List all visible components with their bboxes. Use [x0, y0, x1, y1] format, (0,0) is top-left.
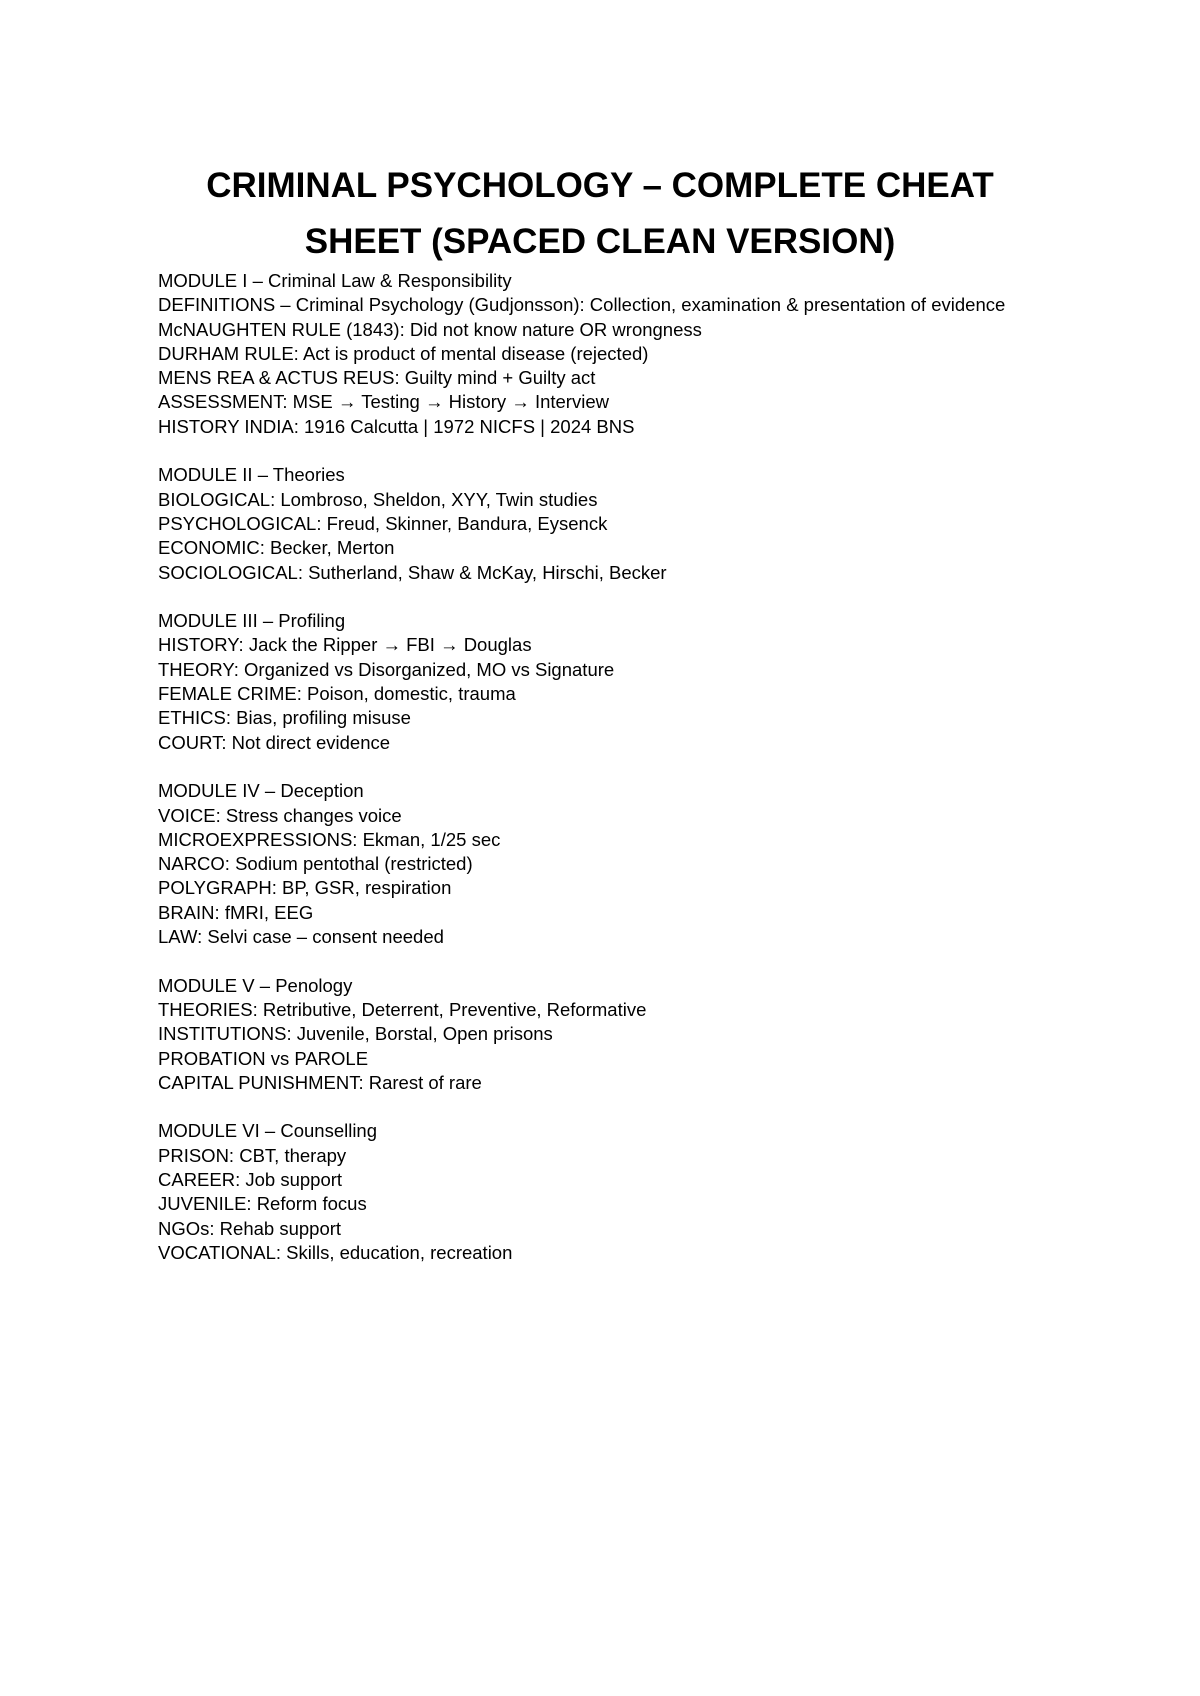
module-6-heading: MODULE VI – Counselling — [158, 1120, 378, 1142]
module-6-line: PRISON: CBT, therapy — [158, 1144, 347, 1166]
document-title-line-1: CRIMINAL PSYCHOLOGY – COMPLETE CHEAT — [206, 166, 994, 205]
module-1-heading: MODULE I – Criminal Law & Responsibility — [158, 270, 512, 291]
module-6-line: NGOs: Rehab support — [158, 1217, 342, 1239]
module-3-section — [158, 609, 1038, 755]
module-1-line: DEFINITIONS – Criminal Psychology (Gudjonsson): Collection, examination & presentation of evidence — [158, 294, 1006, 316]
module-6-section — [158, 1119, 1038, 1265]
document-title — [150, 158, 1050, 270]
module-2-line: SOCIOLOGICAL: Sutherland, Shaw & McKay, Hirschi, Becker — [158, 561, 667, 583]
module-3-line: ETHICS: Bias, profiling misuse — [158, 707, 411, 729]
module-4-line: VOICE: Stress changes voice — [158, 804, 402, 826]
module-3-line: THEORY: Organized vs Disorganized, MO vs Signature — [158, 658, 615, 680]
module-6-line: CAREER: Job support — [158, 1168, 343, 1190]
module-4-line: POLYGRAPH: BP, GSR, respiration — [158, 877, 452, 899]
module-1-line: HISTORY INDIA: 1916 Calcutta | 1972 NICFS | 2024 BNS — [158, 415, 635, 437]
module-5-line: CAPITAL PUNISHMENT: Rarest of rare — [158, 1071, 482, 1093]
module-5-line: PROBATION vs PAROLE — [158, 1047, 369, 1069]
module-2-section — [158, 463, 1038, 584]
module-1-line: MENS REA & ACTUS REUS: Guilty mind + Guilty act — [158, 367, 596, 389]
module-4-line: NARCO: Sodium pentothal (restricted) — [158, 853, 473, 875]
module-2-line: BIOLOGICAL: Lombroso, Sheldon, XYY, Twin studies — [158, 488, 598, 510]
module-4-line: LAW: Selvi case – consent needed — [158, 926, 444, 948]
module-1-section — [158, 269, 1038, 439]
module-1-line: McNAUGHTEN RULE (1843): Did not know nature OR wrongness — [158, 318, 702, 340]
module-4-line: BRAIN: fMRI, EEG — [158, 901, 314, 923]
module-5-line: INSTITUTIONS: Juvenile, Borstal, Open prisons — [158, 1023, 553, 1045]
module-4-section — [158, 779, 1038, 949]
module-5-section — [158, 974, 1038, 1095]
module-3-line: FEMALE CRIME: Poison, domestic, trauma — [158, 683, 516, 705]
module-2-line: ECONOMIC: Becker, Merton — [158, 537, 395, 559]
module-4-heading: MODULE IV – Deception — [158, 780, 364, 802]
module-4-line: MICROEXPRESSIONS: Ekman, 1/25 sec — [158, 828, 501, 850]
module-5-heading: MODULE V – Penology — [158, 974, 353, 996]
document-title-line-2: SHEET (SPACED CLEAN VERSION) — [304, 222, 896, 261]
module-3-line: COURT: Not direct evidence — [158, 731, 391, 753]
module-6-line: JUVENILE: Reform focus — [158, 1193, 367, 1215]
module-3-line: HISTORY: Jack the Ripper → FBI → Douglas — [158, 634, 532, 656]
module-1-line: ASSESSMENT: MSE → Testing → History → Interview — [158, 391, 609, 413]
module-3-heading: MODULE III – Profiling — [158, 610, 346, 632]
document-body — [158, 269, 1038, 1289]
module-1-line: DURHAM RULE: Act is product of mental disease (rejected) — [158, 342, 649, 364]
module-2-line: PSYCHOLOGICAL: Freud, Skinner, Bandura, Eysenck — [158, 512, 608, 534]
module-2-heading: MODULE II – Theories — [158, 464, 345, 486]
module-6-line: VOCATIONAL: Skills, education, recreation — [158, 1241, 513, 1263]
module-5-line: THEORIES: Retributive, Deterrent, Preventive, Reformative — [158, 998, 647, 1020]
